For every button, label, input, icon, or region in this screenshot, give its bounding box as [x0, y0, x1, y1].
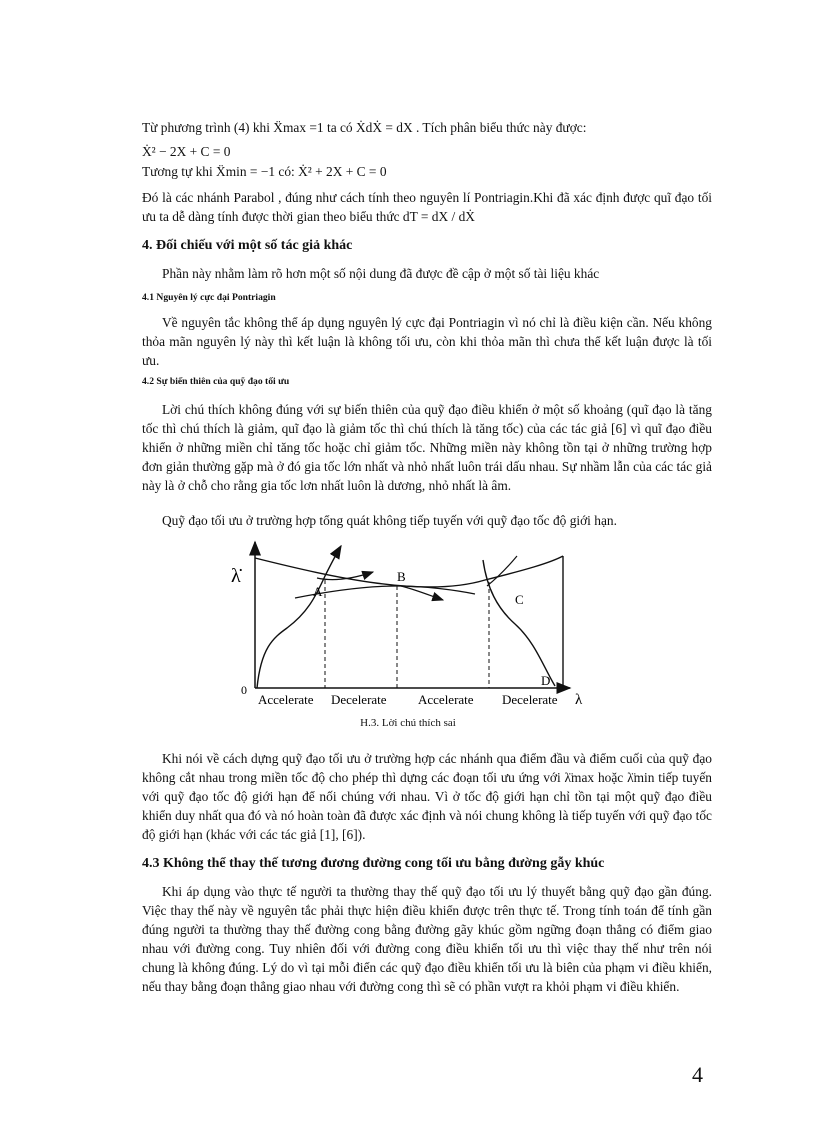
region-label-4: Decelerate: [502, 692, 558, 707]
section-4-2-title: 4.2 Sự biến thiên của quỹ đạo tối ưu: [142, 376, 290, 387]
region-label-3: Accelerate: [418, 692, 474, 707]
section-4-2-text: Lời chú thích không đúng với sự biến thiên của quỹ đạo điều khiển ở một số khoảng (quĩ đạo là tăng tốc thì chú thích là giảm, quĩ đạo là giảm tốc thì chú thích là tăng tốc) của các tác giả [6] vì quĩ đạo điều khiển ở những miền chỉ tăng tốc hoặc chỉ giảm tốc. Những miền này không tồn tại ở những trường hợp đơn giản thường gặp mà ở đó gia tốc lớn nhất và nhỏ nhất luôn trái dấu nhau. Sự nhầm lẫn của các tác giả này là ở chỗ cho rằng gia tốc lơn nhất luôn là dương, nhỏ nhất là âm.: [142, 402, 712, 493]
figure-h3: [225, 538, 595, 713]
x-axis-label: λ: [575, 692, 583, 708]
section-4-2-text-2: Quỹ đạo tối ưu ở trường hợp tổng quát không tiếp tuyến với quỹ đạo tốc độ giới hạn.: [162, 513, 617, 528]
section-4-3-text: Khi áp dụng vào thực tế người ta thường thay thế quỹ đạo tối ưu lý thuyết bằng quỹ đạo gần đúng. Việc thay thế này về nguyên tắc phải thực hiện điều khiển được trên thực tế. Trong tính toán để tính gần đúng người ta thường thay thế đường cong bằng đường gãy khúc gồm ngững đoạn thẳng có điểm giao nhau với đường cong. Tuy nhiên đối với đường cong điều khiển tối ưu thì việc thay thế như trên nói chung là không đúng. Lý do vì tại mỗi điển các quỹ đạo điều khiển tối ưu là biên của phạm vi điều khiển, nếu thay bằng đoạn thẳng giao nhau với đường cong thì sẽ có phần vượt ra khỏi phạm vi điều khiển.: [142, 884, 712, 994]
paragraph-construction: Khi nói về cách dựng quỹ đạo tối ưu ở trường hợp các nhánh qua điểm đầu và điểm cuối của quỹ đạo không cắt nhau trong miền tốc độ cho phép thì dựng các đoạn tối ưu ứng với λ̈max hoặc λ̈min tiếp tuyến với quỹ đạo tốc độ giới hạn để nối chúng với nhau. Vì ở tốc độ giới hạn chỉ tồn tại một quỹ đạo điều khiển duy nhất qua đó và nó hoàn toàn đã được xác định và nói chung không là tiếp tuyến với quỹ đạo tốc độ giới hạn (khác với các tác giả [1], [6]).: [142, 751, 712, 842]
paragraph-line-1: Từ phương trình (4) khi Ẍmax =1 ta có ẊdẊ = dX . Tích phân biểu thức này được:: [142, 120, 587, 135]
section-4-1-title: 4.1 Nguyên lý cực đại Pontriagin: [142, 292, 276, 303]
accelerate-curve: [257, 546, 341, 688]
origin-label: 0: [241, 683, 247, 697]
page-number: 4: [692, 1062, 703, 1087]
point-d-label: D: [541, 673, 551, 688]
section-4-intro: Phần này nhằm làm rõ hơn một số nội dung đã được đề cập ở một số tài liệu khác: [162, 266, 600, 281]
equation-parabola-1: Ẋ² − 2X + C = 0: [142, 144, 231, 159]
limit-curve: [255, 556, 563, 587]
section-4-title: 4. Đối chiếu với một số tác giả khác: [142, 238, 353, 253]
region-label-2: Decelerate: [331, 692, 387, 707]
decelerate-curve-upper: [487, 556, 517, 586]
paragraph-parabol: Đó là các nhánh Parabol , đúng như cách tính theo nguyên lí Pontriagin.Khi đã xác định được quĩ đạo tối ưu ta dễ dàng tính được thời gian theo biểu thức dT = dX / dẊ: [142, 190, 712, 224]
section-4-1-text: Về nguyên tắc không thể áp dụng nguyên lý cực đại Pontriagin vì nó chỉ là điều kiện cần. Nếu không thỏa mãn nguyên lý này thì kết luận là không tối ưu, còn khi thỏa mãn thì chưa thể kết luận được là tối ưu.: [142, 315, 712, 368]
figure-caption: H.3. Lời chú thích sai: [360, 717, 456, 729]
y-axis-label: λ̇: [231, 565, 241, 587]
point-c-label: C: [515, 592, 524, 607]
point-b-label: B: [397, 569, 406, 584]
region-label-1: Accelerate: [258, 692, 314, 707]
decelerate-curve: [483, 560, 555, 686]
section-4-3-title: 4.3 Không thể thay thế tương đương đường cong tối ưu bằng đường gẫy khúc: [142, 856, 605, 871]
point-a-label: A: [313, 584, 323, 599]
paragraph-line-min: Tương tự khi Ẍmin = −1 có: Ẋ² + 2X + C = 0: [142, 164, 387, 179]
